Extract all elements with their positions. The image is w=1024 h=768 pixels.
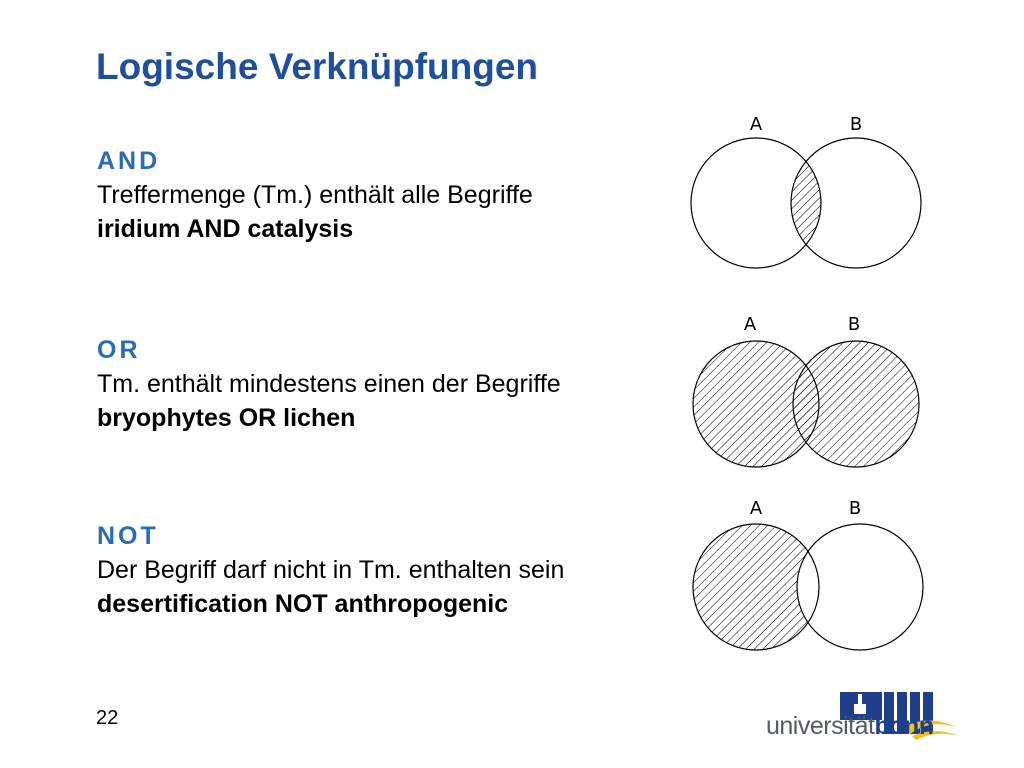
venn-intersection-region (691, 138, 821, 268)
operator-not-block (97, 519, 564, 621)
slide-title: Logische Verknüpfungen (96, 46, 538, 87)
logo-text-light: universität (766, 712, 875, 740)
venn-circle-b-fill (797, 524, 923, 650)
operator-description: Treffermenge (Tm.) enthält alle Begriffe (97, 181, 533, 209)
venn-diagram-and (684, 104, 934, 274)
operator-example: bryophytes OR lichen (97, 404, 356, 432)
operator-example: iridium AND catalysis (97, 215, 354, 243)
venn-label-a: A (749, 498, 763, 519)
operator-keyword: OR (97, 336, 141, 364)
operator-and-block (97, 144, 533, 246)
university-logo-text (766, 712, 934, 741)
operator-or-block (97, 333, 561, 435)
venn-label-b: B (848, 498, 862, 519)
venn-label-b: B (849, 114, 863, 135)
venn-label-a: A (743, 314, 757, 335)
operator-description: Der Begriff darf nicht in Tm. enthalten sein (97, 556, 565, 584)
operator-example: desertification NOT anthropogenic (97, 590, 509, 618)
logo-text-strong: bonn (874, 712, 934, 740)
venn-diagram-not (684, 490, 934, 660)
operator-description: Tm. enthält mindestens einen der Begriffe (97, 370, 561, 398)
venn-diagram-or (684, 306, 934, 476)
operator-keyword: NOT (97, 522, 159, 550)
page-number: 22 (96, 707, 119, 729)
operator-keyword: AND (97, 147, 161, 175)
venn-label-b: B (847, 314, 861, 335)
venn-circle-b-fill (793, 341, 919, 467)
venn-label-a: A (749, 114, 763, 135)
